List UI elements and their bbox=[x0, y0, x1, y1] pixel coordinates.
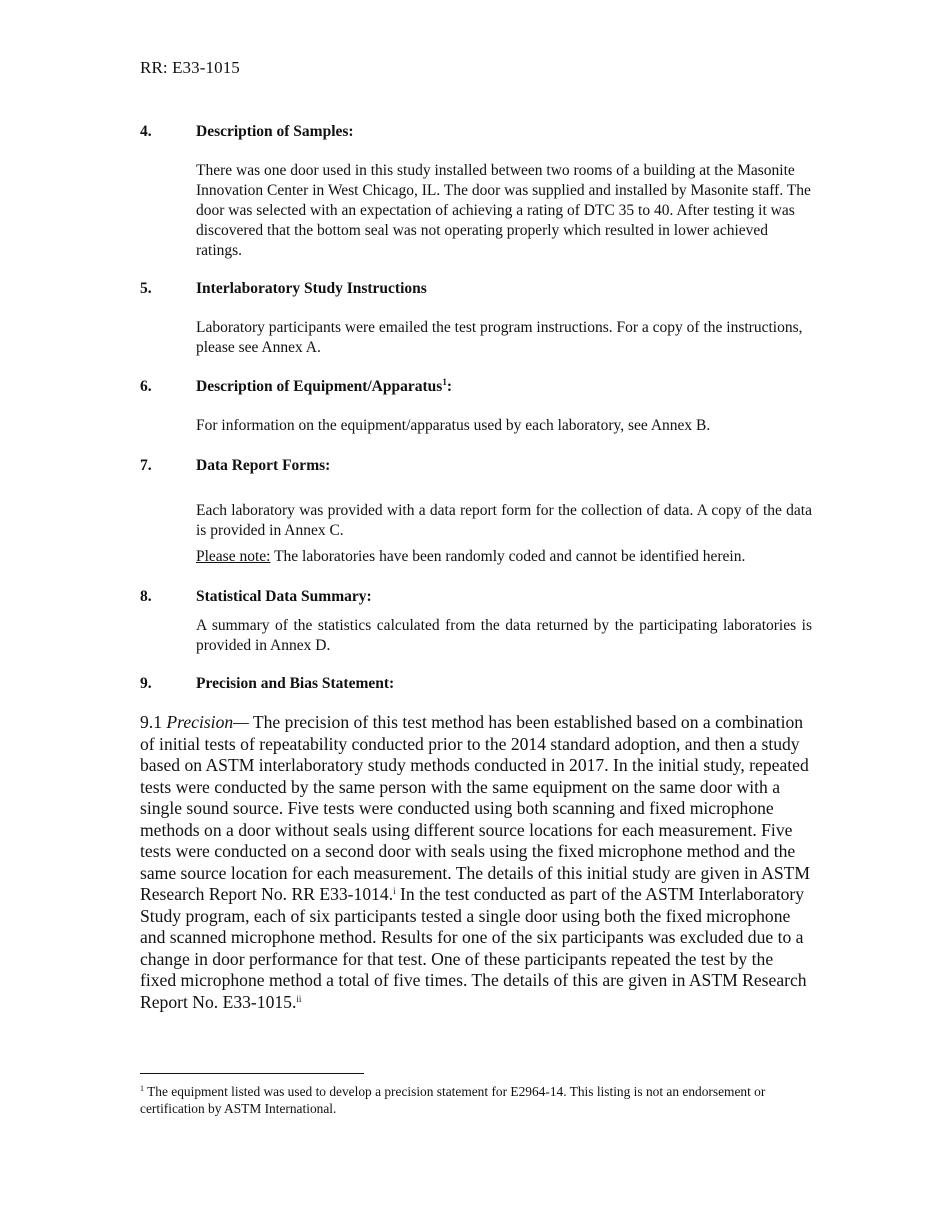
section-title: Description of Samples: bbox=[196, 123, 354, 140]
section-7-heading bbox=[140, 456, 812, 476]
footnote bbox=[140, 1083, 812, 1117]
footnote-text: The equipment listed was used to develop a precision statement for E2964-14. This listing is not an endorsement or certification by ASTM International. bbox=[140, 1084, 766, 1116]
section-number: 9. bbox=[140, 675, 152, 692]
section-6-heading bbox=[140, 377, 812, 397]
precision-number: 9.1 bbox=[140, 712, 167, 732]
endnote-ref-ii: ii bbox=[296, 993, 302, 1004]
precision-text-a: The precision of this test method has been established based on a combination of initial tests of repeatability conducted prior to the 2014 standard adoption, and then a study based on ASTM interlaboratory study methods conducted in 2017. In the initial study, repeated tests were conducted by the same person with the same equipment on the same door with a single sound source. Five tests were conducted using both scanning and fixed microphone methods on a door without seals using different source locations for each measurement. Five tests were conducted on a second door with seals using the fixed microphone method and the same source location for each measurement. The details of this initial study are given in ASTM Research Report No. RR E33-1014. bbox=[140, 712, 811, 904]
section-5-heading bbox=[140, 279, 812, 299]
precision-paragraph bbox=[140, 712, 812, 1013]
report-header bbox=[140, 58, 240, 78]
note-label: Please note: bbox=[196, 548, 271, 565]
section-8-text: A summary of the statistics calculated from the data returned by the participating laboratories is provided in Annex D. bbox=[196, 617, 812, 654]
footnote-marker: 1 bbox=[140, 1084, 144, 1093]
section-number: 6. bbox=[140, 378, 152, 395]
section-title: Precision and Bias Statement: bbox=[196, 675, 395, 692]
section-number: 7. bbox=[140, 457, 152, 474]
section-4-text: There was one door used in this study installed between two rooms of a building at the Masonite Innovation Center in West Chicago, IL. The door was supplied and installed by Masonite staff. The door was selected with an expectation of achieving a rating of DTC 35 to 40. After testing it was discovered that the bottom seal was not operating properly which resulted in lower achieved ratings. bbox=[196, 162, 811, 259]
footnote-divider bbox=[140, 1073, 364, 1074]
section-title: Description of Equipment/Apparatus bbox=[196, 378, 443, 395]
section-9-heading bbox=[140, 674, 812, 694]
section-number: 4. bbox=[140, 123, 152, 140]
section-title: Data Report Forms: bbox=[196, 457, 331, 474]
section-5-text: Laboratory participants were emailed the test program instructions. For a copy of the instructions, please see Annex A. bbox=[196, 319, 803, 356]
section-8-heading bbox=[140, 587, 812, 607]
title-suffix: : bbox=[446, 378, 452, 395]
header-label: RR: bbox=[140, 58, 168, 77]
section-7-text: Each laboratory was provided with a data report form for the collection of data. A copy of the data is provided in Annex C. bbox=[196, 502, 812, 539]
section-4-heading bbox=[140, 122, 812, 142]
note-text: The laboratories have been randomly coded and cannot be identified herein. bbox=[270, 548, 746, 565]
section-title: Interlaboratory Study Instructions bbox=[196, 280, 427, 297]
header-code: E33-1015 bbox=[172, 58, 240, 77]
section-number: 5. bbox=[140, 280, 152, 297]
precision-text-b: In the test conducted as part of the ASTM Interlaboratory Study program, each of six participants tested a single door using both the fixed microphone and scanned microphone method. Results for one of the six participants was excluded due to a change in door performance for that test. One of these participants repeated the test by the fixed microphone method a total of five times. The details of this are given in ASTM Research Report No. E33-1015. bbox=[140, 884, 807, 1012]
section-number: 8. bbox=[140, 588, 152, 605]
section-7-note bbox=[196, 547, 812, 567]
section-title: Statistical Data Summary: bbox=[196, 588, 372, 605]
section-6-text: For information on the equipment/apparatus used by each laboratory, see Annex B. bbox=[196, 417, 711, 434]
footnote-ref: 1 bbox=[442, 377, 447, 387]
precision-label: Precision— bbox=[166, 712, 249, 732]
endnote-ref-i: i bbox=[393, 886, 396, 896]
